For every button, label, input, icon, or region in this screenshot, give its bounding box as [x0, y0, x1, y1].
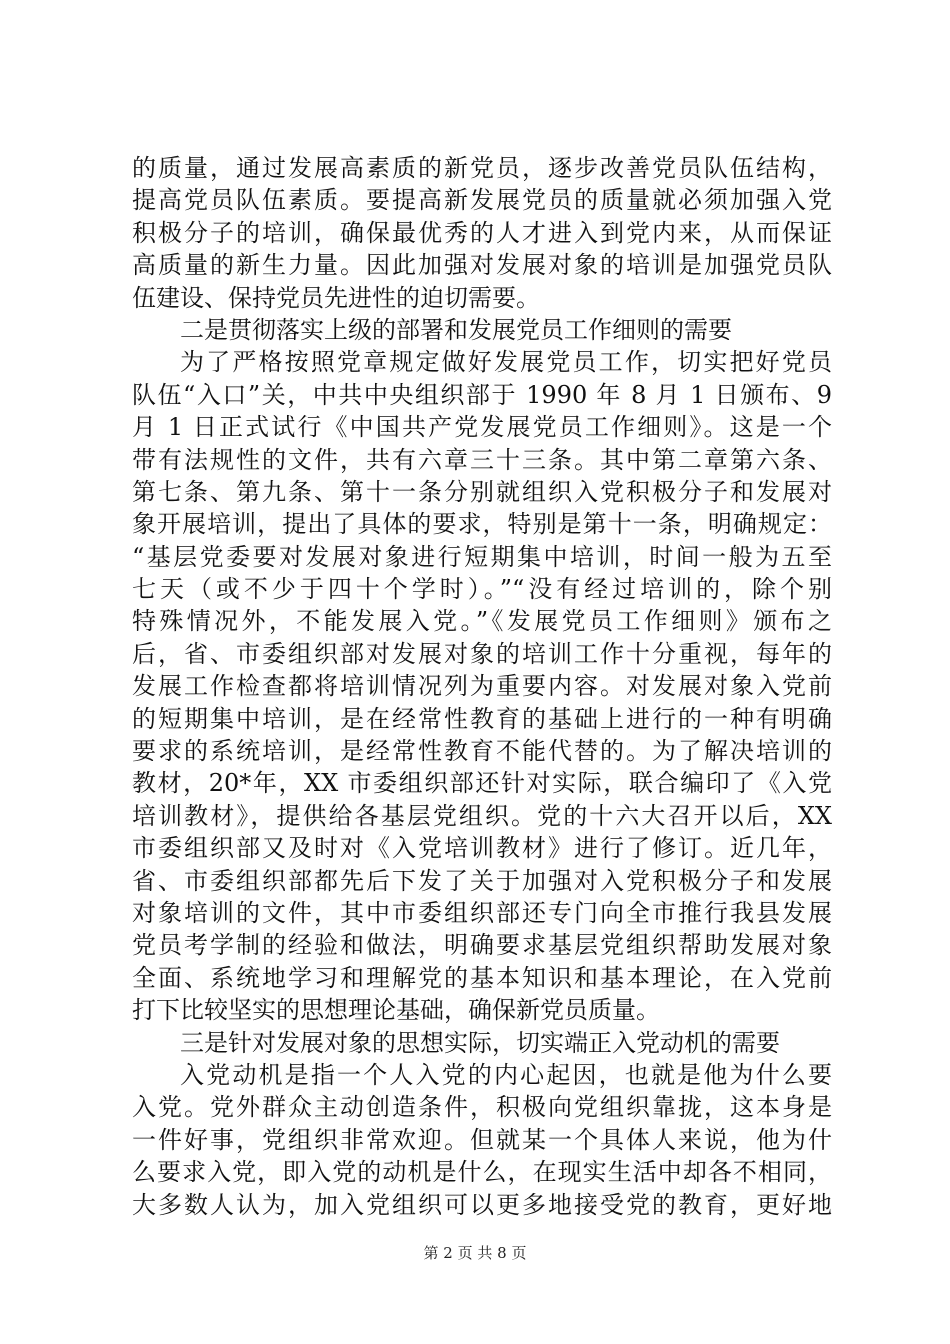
text-line: 要求的系统培训，是经常性教育不能代替的。为了解决培训的: [132, 737, 832, 766]
text-line: 七天（或不少于四十个学时）。”“没有经过培训的，除个别: [132, 575, 832, 604]
text-line: 提高党员队伍素质。要提高新发展党员的质量就必须加强入党: [132, 186, 832, 215]
text-line: 队伍“入口”关，中共中央组织部于 1990 年 8 月 1 日颁布、9: [132, 380, 832, 409]
text-line: 伍建设、保持党员先进性的迫切需要。: [132, 283, 540, 312]
text-line: 一件好事，党组织非常欢迎。但就某一个具体人来说，他为什: [132, 1125, 832, 1154]
text-line: 全面、系统地学习和理解党的基本知识和基本理论，在入党前: [132, 963, 832, 992]
page-number-label: 第 2 页 共 8 页: [423, 1244, 527, 1262]
text-line: 省、市委组织部都先后下发了关于加强对入党积极分子和发展: [132, 866, 832, 895]
text-line: 象开展培训，提出了具体的要求，特别是第十一条，明确规定：: [132, 510, 832, 539]
text-line: 为了严格按照党章规定做好发展党员工作，切实把好党员: [180, 348, 832, 377]
text-line: 的质量，通过发展高素质的新党员，逐步改善党员队伍结构，: [132, 154, 832, 182]
text-line: 月 1 日正式试行《中国共产党发展党员工作细则》。这是一个: [132, 413, 832, 442]
text-line: “基层党委要对发展对象进行短期集中培训，时间一般为五至: [132, 542, 832, 571]
text-line: 入党动机是指一个人入党的内心起因，也就是他为什么要: [180, 1060, 832, 1089]
text-line: 培训教材》，提供给各基层党组织。党的十六大召开以后，XX: [132, 801, 832, 830]
text-line: 特殊情况外，不能发展入党。”《发展党员工作细则》颁布之: [132, 607, 832, 636]
text-line: 第七条、第九条、第十一条分别就组织入党积极分子和发展对: [132, 477, 832, 506]
page-footer: [0, 1243, 950, 1263]
text-line: 带有法规性的文件，共有六章三十三条。其中第二章第六条、: [132, 445, 832, 474]
text-line: 的短期集中培训，是在经常性教育的基础上进行的一种有明确: [132, 704, 832, 733]
text-line: 积极分子的培训，确保最优秀的人才进入到党内来，从而保证: [132, 218, 832, 247]
text-line: 大多数人认为，加入党组织可以更多地接受党的教育，更好地: [132, 1190, 832, 1219]
text-line: 高质量的新生力量。因此加强对发展对象的培训是加强党员队: [132, 251, 832, 280]
section-heading: 二是贯彻落实上级的部署和发展党员工作细则的需要: [180, 315, 732, 344]
text-line: 后，省、市委组织部对发展对象的培训工作十分重视，每年的: [132, 639, 832, 668]
section-heading: 三是针对发展对象的思想实际，切实端正入党动机的需要: [180, 1028, 780, 1057]
text-line: 对象培训的文件，其中市委组织部还专门向全市推行我县发展: [132, 898, 832, 927]
text-line: 党员考学制的经验和做法，明确要求基层党组织帮助发展对象: [132, 931, 832, 960]
text-line: 打下比较坚实的思想理论基础，确保新党员质量。: [132, 996, 660, 1025]
document-body: [132, 152, 832, 1221]
text-line: 市委组织部又及时对《入党培训教材》进行了修订。近几年，: [132, 834, 832, 863]
text-line: 教材，20*年，XX 市委组织部还针对实际，联合编印了《入党: [132, 769, 832, 798]
text-line: 么要求入党，即入党的动机是什么，在现实生活中却各不相同，: [132, 1158, 832, 1187]
text-line: 入党。党外群众主动创造条件，积极向党组织靠拢，这本身是: [132, 1093, 832, 1122]
text-line: 发展工作检查都将培训情况列为重要内容。对发展对象入党前: [132, 672, 832, 701]
